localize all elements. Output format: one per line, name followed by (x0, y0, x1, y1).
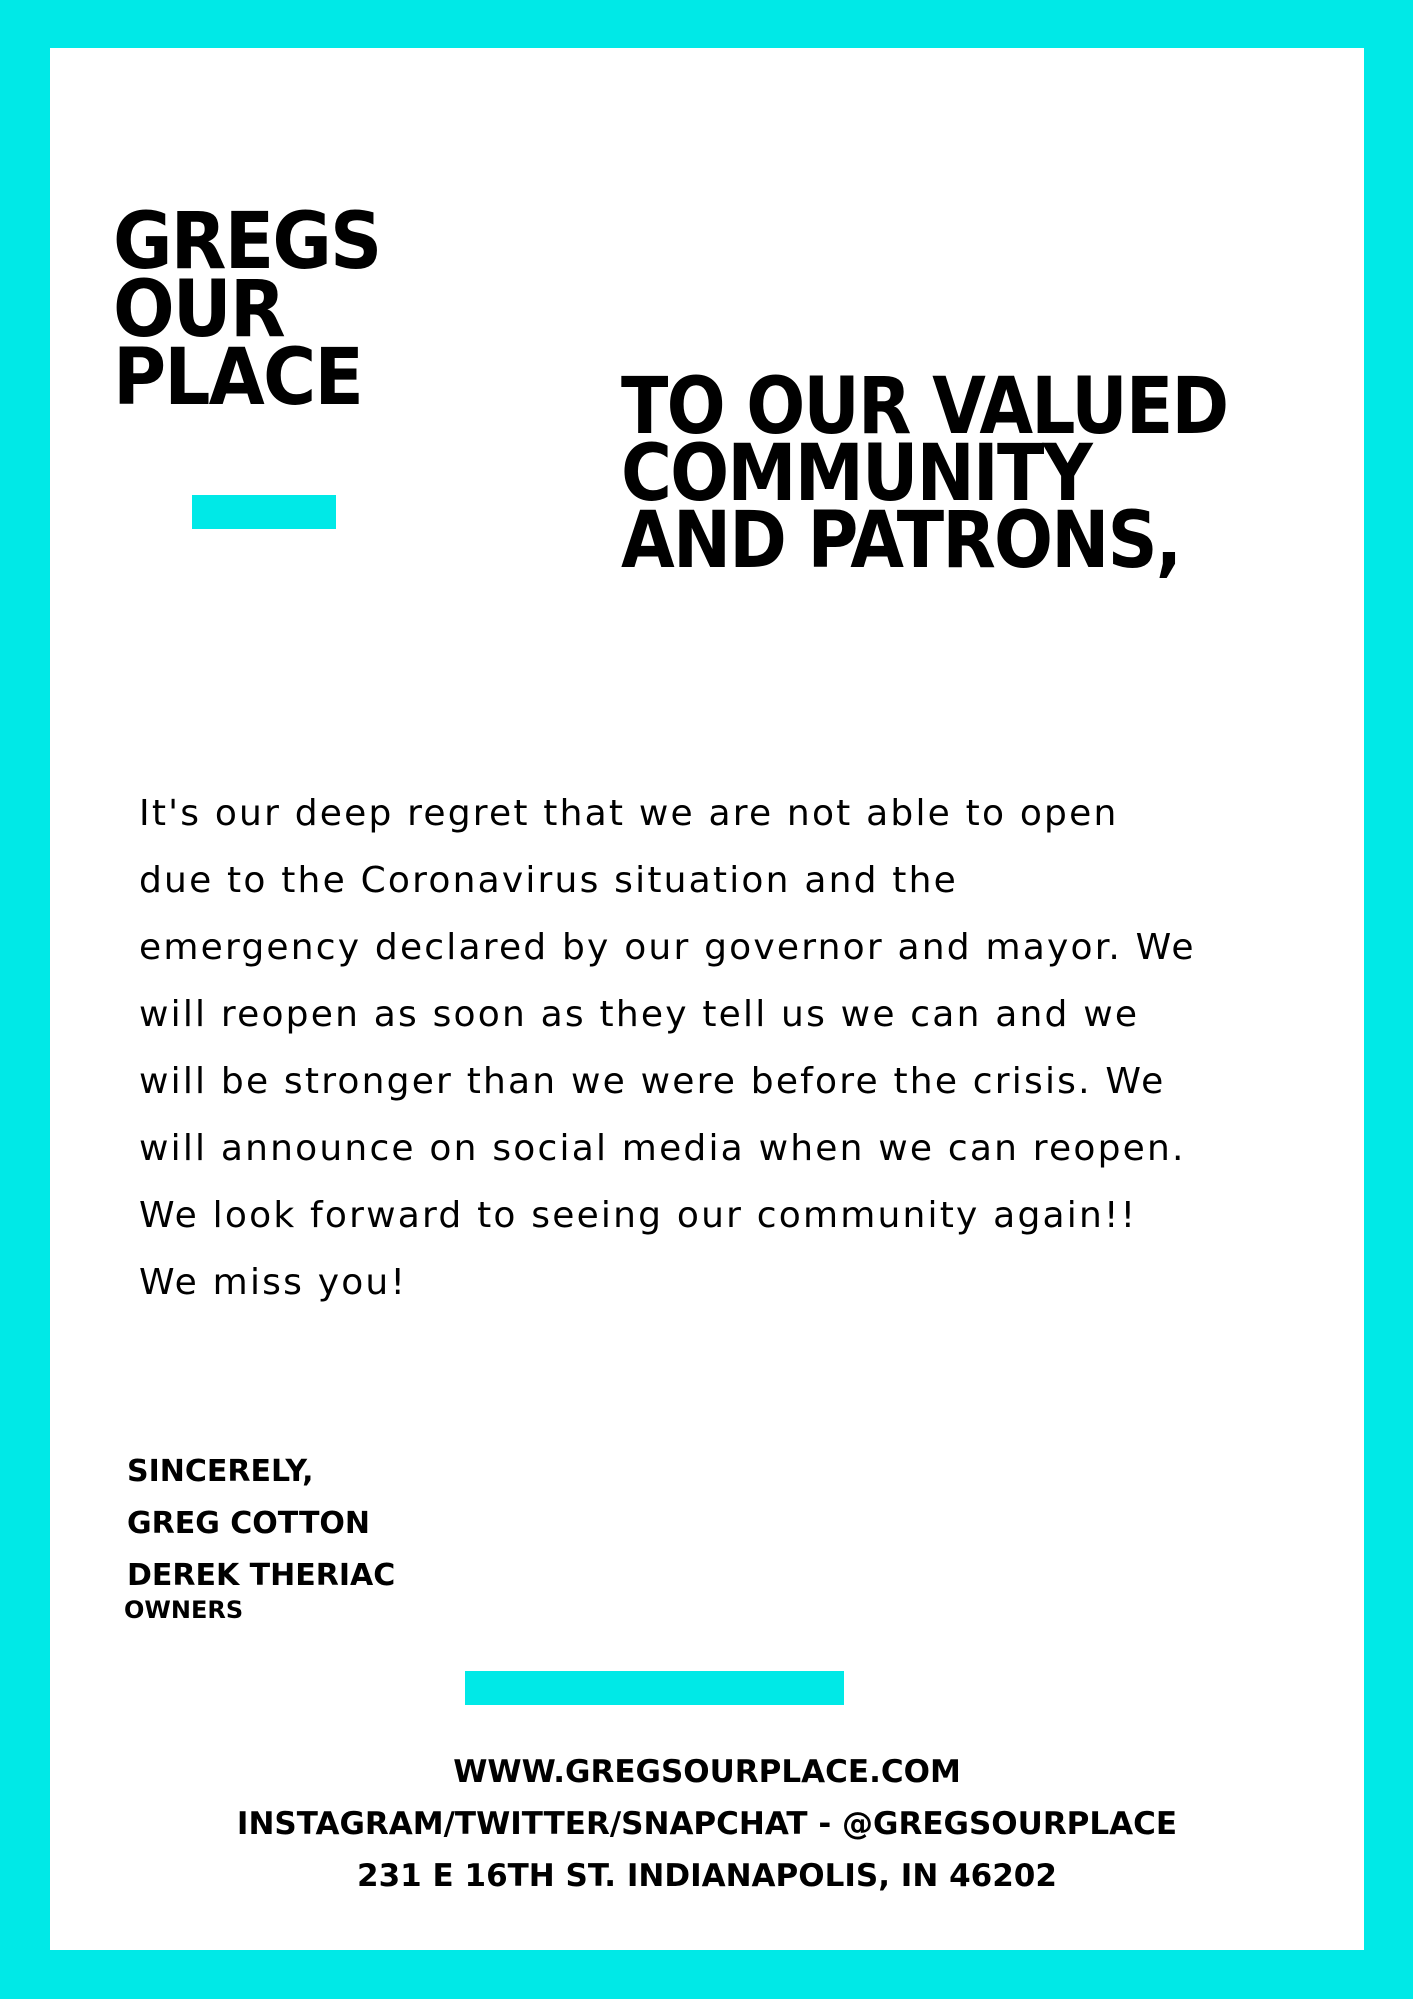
logo-line: OUR (113, 265, 284, 355)
signature-block (124, 1446, 396, 1624)
body-line: will be stronger than we were before the crisis. We (139, 1061, 1166, 1102)
contact-footer (50, 1746, 1364, 1902)
logo-line: GREGS (113, 197, 381, 287)
closing-text: SINCERELY, (127, 1454, 314, 1489)
body-line: We miss you! (139, 1262, 408, 1303)
body-line: We look forward to seeing our community again!! (139, 1195, 1138, 1236)
owner-name: DEREK THERIAC (127, 1558, 396, 1593)
brand-logo (113, 197, 381, 423)
letter-body (139, 780, 1289, 1316)
body-line: It's our deep regret that we are not able to open (139, 793, 1119, 834)
owner-title: OWNERS (124, 1596, 244, 1624)
social-handles: INSTAGRAM/TWITTER/SNAPCHAT - @GREGSOURPLACE (236, 1806, 1178, 1842)
accent-bar (465, 1671, 844, 1705)
headline-line: COMMUNITY (621, 429, 1092, 519)
body-line: emergency declared by our governor and mayor. We (139, 927, 1196, 968)
headline-line: AND PATRONS, (621, 496, 1181, 586)
accent-bar (192, 495, 336, 529)
website-text: WWW.GREGSOURPLACE.COM (453, 1754, 961, 1790)
letter-headline (621, 362, 1228, 586)
body-line: will reopen as soon as they tell us we can and we (139, 994, 1140, 1035)
headline-line: TO OUR VALUED (621, 362, 1228, 452)
body-line: will announce on social media when we can reopen. (139, 1128, 1186, 1169)
logo-line: PLACE (113, 333, 363, 423)
street-address: 231 E 16TH ST. INDIANAPOLIS, IN 46202 (357, 1858, 1057, 1894)
owner-name: GREG COTTON (127, 1506, 371, 1541)
body-line: due to the Coronavirus situation and the (139, 860, 958, 901)
